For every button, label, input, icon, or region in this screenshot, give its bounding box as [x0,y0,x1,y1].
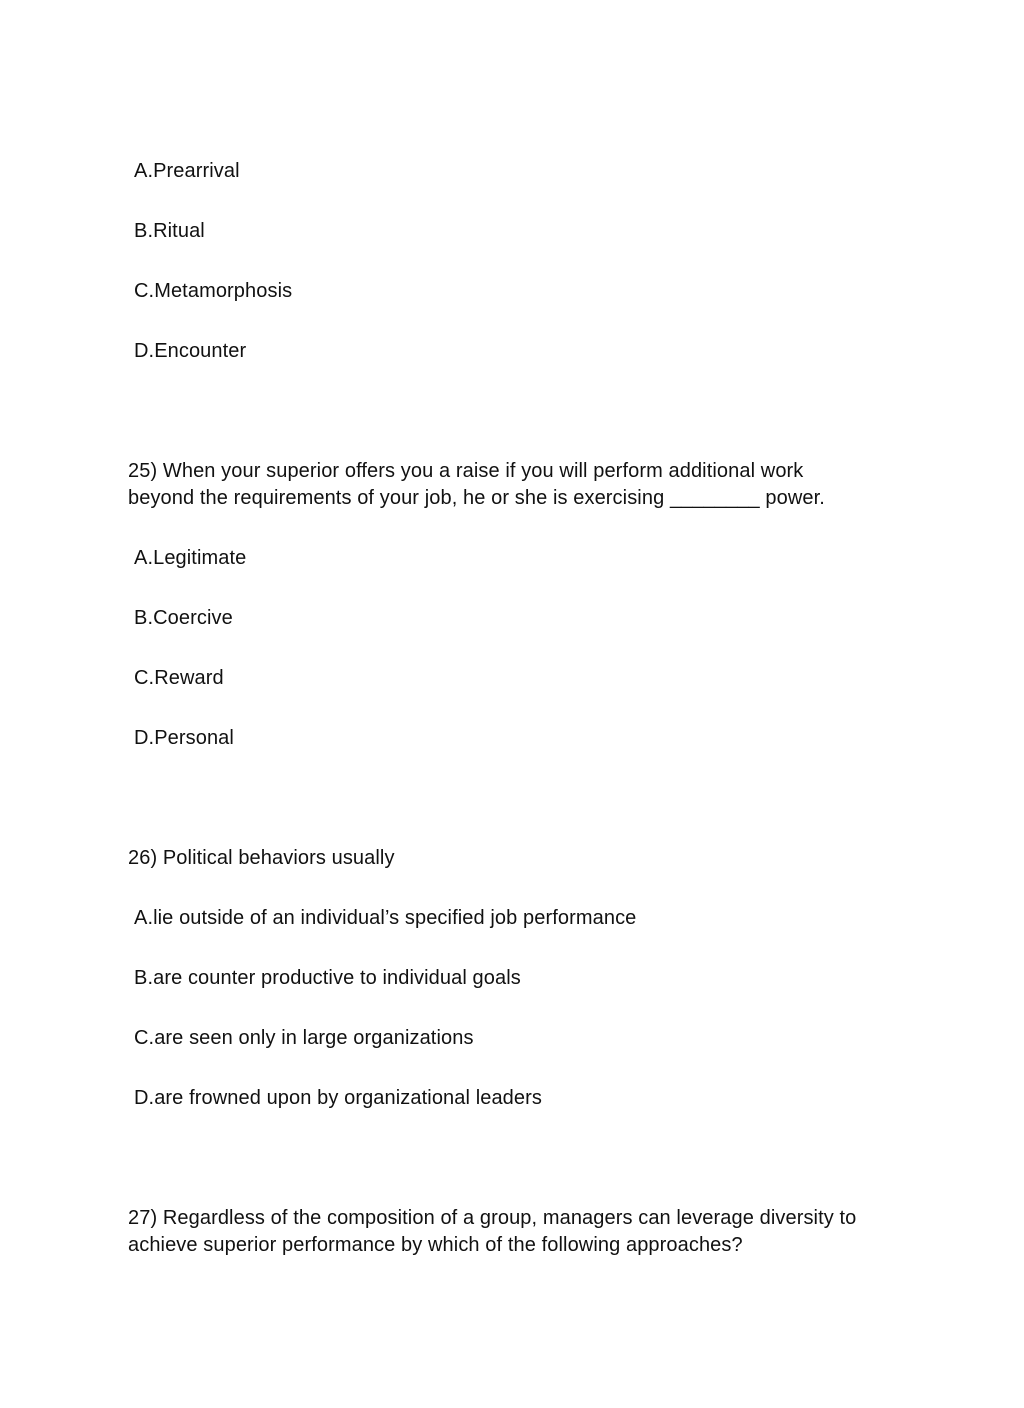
option-a: A.lie outside of an individual’s specified job performance [134,907,637,929]
question-text-line-1: 27) Regardless of the composition of a group, managers can leverage diversity to [128,1207,857,1229]
option-d: D.Personal [134,727,234,749]
option-b: B.Coercive [134,607,233,629]
question-text-line-1: 25) When your superior offers you a raise if you will perform additional work [128,460,804,482]
option-b: B.Ritual [134,220,205,242]
option-c: C.are seen only in large organizations [134,1027,474,1049]
option-a: A.Prearrival [134,160,240,182]
option-d: D.Encounter [134,340,247,362]
question-text-line-1: 26) Political behaviors usually [128,847,395,869]
option-c: C.Metamorphosis [134,280,293,302]
question-text-line-2: achieve superior performance by which of the following approaches? [128,1234,743,1256]
option-b: B.are counter productive to individual goals [134,967,521,989]
option-c: C.Reward [134,667,224,689]
question-text-line-2: beyond the requirements of your job, he or she is exercising ________ power. [128,487,825,509]
option-d: D.are frowned upon by organizational leaders [134,1087,542,1109]
option-a: A.Legitimate [134,547,247,569]
